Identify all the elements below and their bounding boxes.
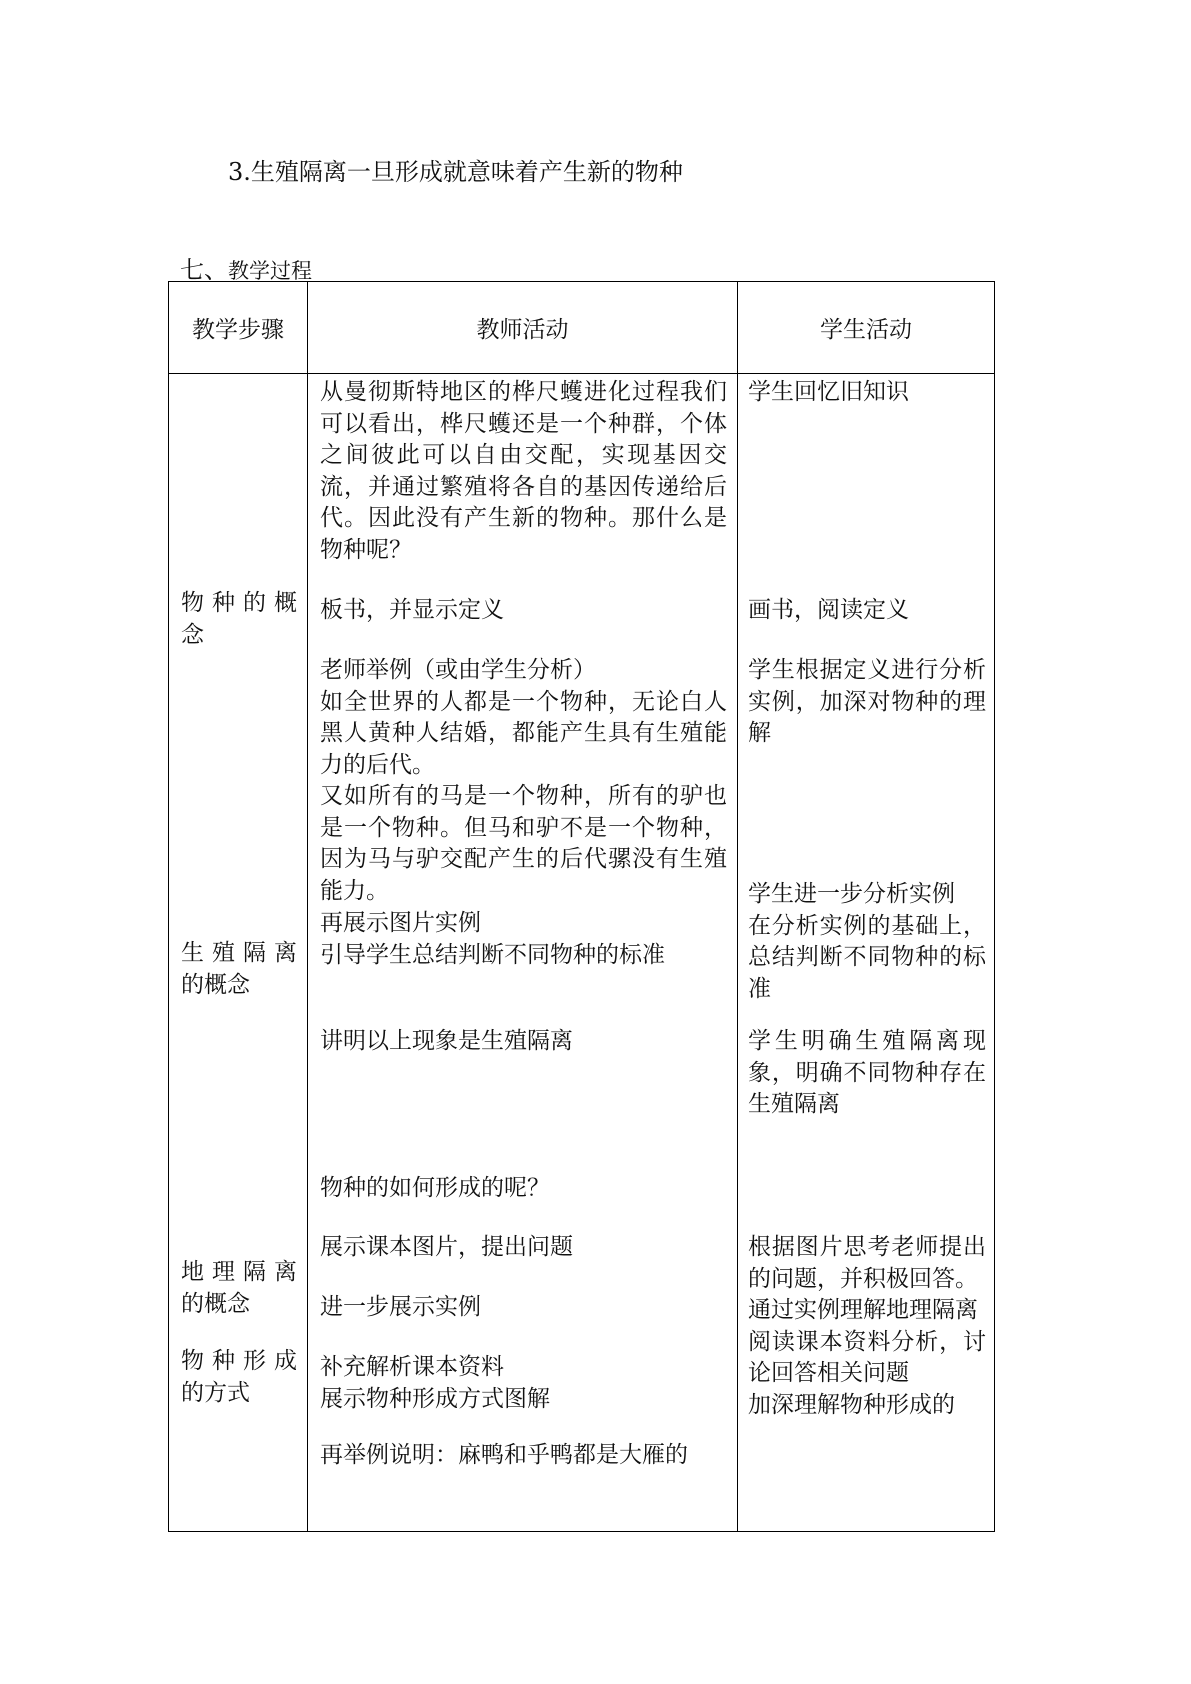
student-text: 阅读课本资料分析，讨论回答相关问题 [748,1328,986,1386]
teacher-text: 又如所有的马是一个物种，所有的驴也是一个物种。但马和驴不是一个物种，因为马与驴交配产生的后代骡没有生殖能力。 [320,783,727,904]
student-text: 画书，阅读定义 [748,597,909,623]
student-text: 学生回忆旧知识 [748,379,909,405]
teacher-text: 如全世界的人都是一个物种，无论白人黑人黄种人结婚，都能产生具有生殖能力的后代。 [320,688,727,778]
teacher-text: 从曼彻斯特地区的桦尺蠖进化过程我们可以看出，桦尺蠖还是一个种群，个体之间彼此可以自由交配，实现基因交流，并通过繁殖将各自的基因传递给后代。因此没有产生新的物种。那什么是物种呢？ [320,379,727,563]
student-text: 通过实例理解地理隔离 [748,1297,978,1323]
teacher-text: 讲明以上现象是生殖隔离 [320,1028,573,1054]
student-text: 在分析实例的基础上，总结判断不同物种的标准 [748,912,986,1002]
student-text: 加深理解物种形成的 [748,1391,955,1418]
student-text: 学生根据定义进行分析实例，加深对物种的理解 [748,657,986,746]
intro-line: 3.生殖隔离一旦形成就意味着产生新的物种 [228,158,683,186]
teacher-text: 物种的如何形成的呢？ [320,1175,550,1201]
teacher-text: 展示课本图片，提出问题 [320,1234,573,1260]
teacher-text: 展示物种形成方式图解 [320,1385,550,1412]
table-body-row [169,374,995,1532]
teacher-text: 再展示图片实例 [320,910,481,936]
teacher-text: 进一步展示实例 [320,1294,481,1320]
header-teacher-activity: 教师活动 [308,282,738,374]
student-text: 根据图片思考老师提出的问题，并积极回答。 [748,1234,986,1292]
teacher-activity-cell [308,374,738,1532]
step-species-concept: 物种的概 念 [181,590,297,648]
section-number: 七、 [180,256,228,284]
teacher-text: 引导学生总结判断不同物种的标准 [320,941,665,968]
header-teaching-steps: 教学步骤 [169,282,308,374]
header-student-activity: 学生活动 [738,282,995,374]
table-header-row [169,282,995,374]
section-heading [180,250,312,285]
student-activity-cell [738,374,995,1532]
teacher-text: 补充解析课本资料 [320,1354,504,1380]
section-title: 教学过程 [228,259,312,283]
student-text: 学生明确生殖隔离现象，明确不同物种存在生殖隔离 [748,1028,986,1117]
teacher-text: 板书，并显示定义 [320,597,504,623]
step-reproductive-isolation: 生殖隔离 的概念 [181,940,297,998]
student-text: 学生进一步分析实例 [748,881,955,907]
lesson-process-table [168,281,995,1532]
teacher-text: 老师举例（或由学生分析） [320,657,596,683]
step-geographic-isolation: 地理隔离 的概念 [181,1259,297,1317]
steps-cell [169,374,308,1532]
teacher-text: 再举例说明：麻鸭和乎鸭都是大雁的 [320,1442,688,1468]
step-speciation-modes: 物种形成 的方式 [181,1348,297,1406]
